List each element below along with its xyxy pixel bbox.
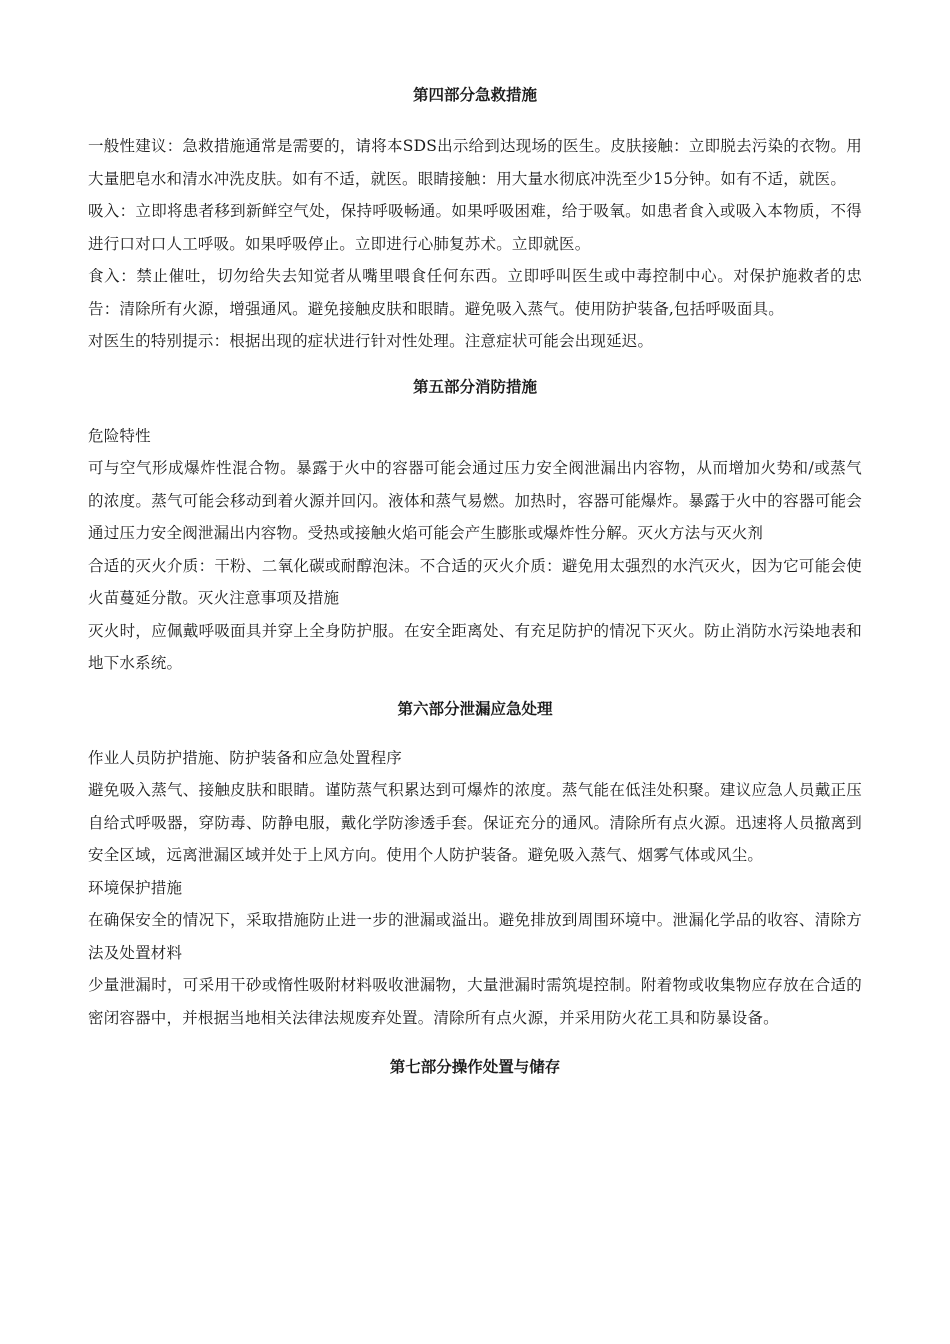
section-7-title: 第七部分操作处置与储存 <box>389 1057 561 1076</box>
section-6-cleanup-text: 少量泄漏时，可采用干砂或惰性吸附材料吸收泄漏物，大量泄漏时需筑堤控制。附着物或收集物应存放在合适的密闭容器中，并根据当地相关法律法规废弃处置。清除所有点火源，并采用防火花工具和防暴设备。 <box>88 976 862 1027</box>
section-5-hazard-text: 可与空气形成爆炸性混合物。暴露于火中的容器可能会通过压力安全阀泄漏出内容物，从而增加火势和/或蒸气的浓度。蒸气可能会移动到着火源并回闪。液体和蒸气易燃。加热时，容器可能爆炸。暴露于火中的容器可能会通过压力安全阀泄漏出内容物。受热或接触火焰可能会产生膨胀或爆炸性分解。灭火方法与灭火剂 <box>88 459 862 542</box>
section-4-ingestion: 食入：禁止催吐，切勿给失去知觉者从嘴里喂食任何东西。立即呼叫医生或中毒控制中心。对保护施救者的忠告：清除所有火源，增强通风。避免接触皮肤和眼睛。避免吸入蒸气。使用防护装备,包括呼吸面具。 <box>88 267 862 318</box>
section-5-firefighting-precautions: 灭火时，应佩戴呼吸面具并穿上全身防护服。在安全距离处、有充足防护的情况下灭火。防止消防水污染地表和地下水系统。 <box>88 621 862 672</box>
section-6-title: 第六部分泄漏应急处理 <box>397 698 553 718</box>
section-5-extinguishing-media: 合适的灭火介质：干粉、二氧化碳或耐醇泡沫。不合适的灭火介质：避免用太强烈的水汽灭火，因为它可能会使火苗蔓延分散。灭火注意事项及措施 <box>88 556 862 607</box>
section-4-title: 第四部分急救措施 <box>412 85 537 104</box>
section-5-hazard-heading: 危险特性 <box>88 426 151 445</box>
section-6-personal-precautions-heading: 作业人员防护措施、防护装备和应急处置程序 <box>88 748 403 767</box>
section-4-general-advice: 一般性建议：急救措施通常是需要的，请将本SDS出示给到达现场的医生。皮肤接触：立即脱去污染的衣物。用大量肥皂水和清水冲洗皮肤。如有不适，就医。眼睛接触：用大量水彻底冲洗至少15分钟。如有不适，就医。 <box>88 137 862 188</box>
section-4-doctor-notes: 对医生的特别提示：根据出现的症状进行针对性处理。注意症状可能会出现延迟。 <box>88 332 654 350</box>
section-5-title: 第五部分消防措施 <box>412 376 537 396</box>
section-4-inhalation: 吸入：立即将患者移到新鲜空气处，保持呼吸畅通。如果呼吸困难，给于吸氧。如患者食入或吸入本物质，不得进行口对口人工呼吸。如果呼吸停止。立即进行心肺复苏术。立即就医。 <box>88 202 862 253</box>
section-6-environmental-text: 在确保安全的情况下，采取措施防止进一步的泄漏或溢出。避免排放到周围环境中。泄漏化学品的收容、清除方法及处置材料 <box>88 911 862 962</box>
section-6-environmental-heading: 环境保护措施 <box>88 878 183 897</box>
section-6-personal-precautions-text: 避免吸入蒸气、接触皮肤和眼睛。谨防蒸气积累达到可爆炸的浓度。蒸气能在低洼处积聚。建议应急人员戴正压自给式呼吸器，穿防毒、防静电服，戴化学防渗透手套。保证充分的通风。清除所有点火源。迅速将人员撤离到安全区域，远离泄漏区域并处于上风方向。使用个人防护装备。避免吸入蒸气、烟雾气体或风尘。 <box>88 781 862 864</box>
